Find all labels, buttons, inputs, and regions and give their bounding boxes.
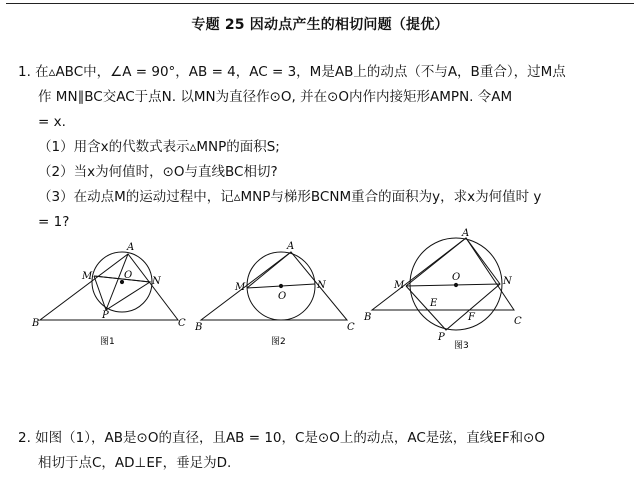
page-title: 专题 25 因动点产生的相切问题（提优） bbox=[191, 17, 449, 33]
label-o-1: O bbox=[124, 270, 133, 281]
problem-1-line-1: 1. 在▵ABC中，∠A = 90°，AB = 4，AC = 3，M是AB上的动点（不与A，B重合），过M点 bbox=[18, 64, 566, 80]
label-c-1: C bbox=[178, 318, 186, 329]
question-2: （2）当x为何值时，⊙O与直线BC相切? bbox=[38, 164, 278, 180]
segment-ma-2 bbox=[247, 252, 291, 288]
figure-3 bbox=[362, 228, 532, 356]
label-m-2: M bbox=[235, 282, 246, 293]
label-p-3: P bbox=[438, 332, 445, 343]
label-b-1: B bbox=[32, 318, 40, 329]
problem-1-line-2: 作 MN∥BC交AC于点N. 以MN为直径作⊙O, 并在⊙O内作内接矩形AMPN. 令AM bbox=[38, 89, 513, 105]
label-f-3: F bbox=[468, 312, 475, 323]
question-1: （1）用含x的代数式表示▵MNP的面积S; bbox=[38, 139, 280, 155]
label-a-2: A bbox=[287, 241, 295, 252]
label-a-1: A bbox=[127, 242, 135, 253]
label-c-3: C bbox=[514, 316, 522, 327]
problem-2 bbox=[18, 426, 626, 476]
problem-1 bbox=[18, 60, 626, 235]
problem-2-line-2: 相切于点C，AD⊥EF，垂足为D. bbox=[38, 455, 232, 471]
label-e-3: E bbox=[430, 298, 438, 309]
label-n-3: N bbox=[503, 276, 512, 287]
triangle-abc-1 bbox=[40, 254, 178, 320]
label-p-1: P bbox=[102, 310, 109, 321]
center-dot-3 bbox=[454, 283, 457, 286]
figure-3-caption: 图3 bbox=[454, 341, 469, 351]
problem-2-line-1: 2. 如图（1），AB是⊙O的直径，且AB = 10，C是⊙O上的动点，AC是弦，直线EF和⊙O bbox=[18, 430, 546, 446]
label-m-1: M bbox=[82, 271, 93, 282]
figure-2 bbox=[195, 238, 360, 350]
question-3: （3）在动点M的运动过程中，记▵MNP与梯形BCNM重合的面积为y，求x为何值时 y bbox=[38, 189, 542, 205]
center-dot-2 bbox=[279, 284, 282, 287]
top-rule bbox=[6, 3, 634, 4]
problem-1-line-3: = x. bbox=[38, 114, 66, 130]
label-n-1: N bbox=[152, 276, 161, 287]
label-n-2: N bbox=[317, 280, 326, 291]
label-b-3: B bbox=[364, 312, 372, 323]
figure-1-caption: 图1 bbox=[100, 337, 115, 347]
label-o-2: O bbox=[278, 291, 287, 302]
label-m-3: M bbox=[394, 280, 405, 291]
label-a-3: A bbox=[462, 228, 470, 239]
figure-2-caption: 图2 bbox=[271, 337, 286, 347]
label-c-2: C bbox=[347, 322, 355, 333]
figure-1 bbox=[30, 238, 190, 350]
question-3-cont: = 1? bbox=[38, 214, 70, 230]
label-b-2: B bbox=[195, 322, 203, 333]
label-o-3: O bbox=[452, 272, 461, 283]
segment-mn-3 bbox=[406, 284, 500, 286]
